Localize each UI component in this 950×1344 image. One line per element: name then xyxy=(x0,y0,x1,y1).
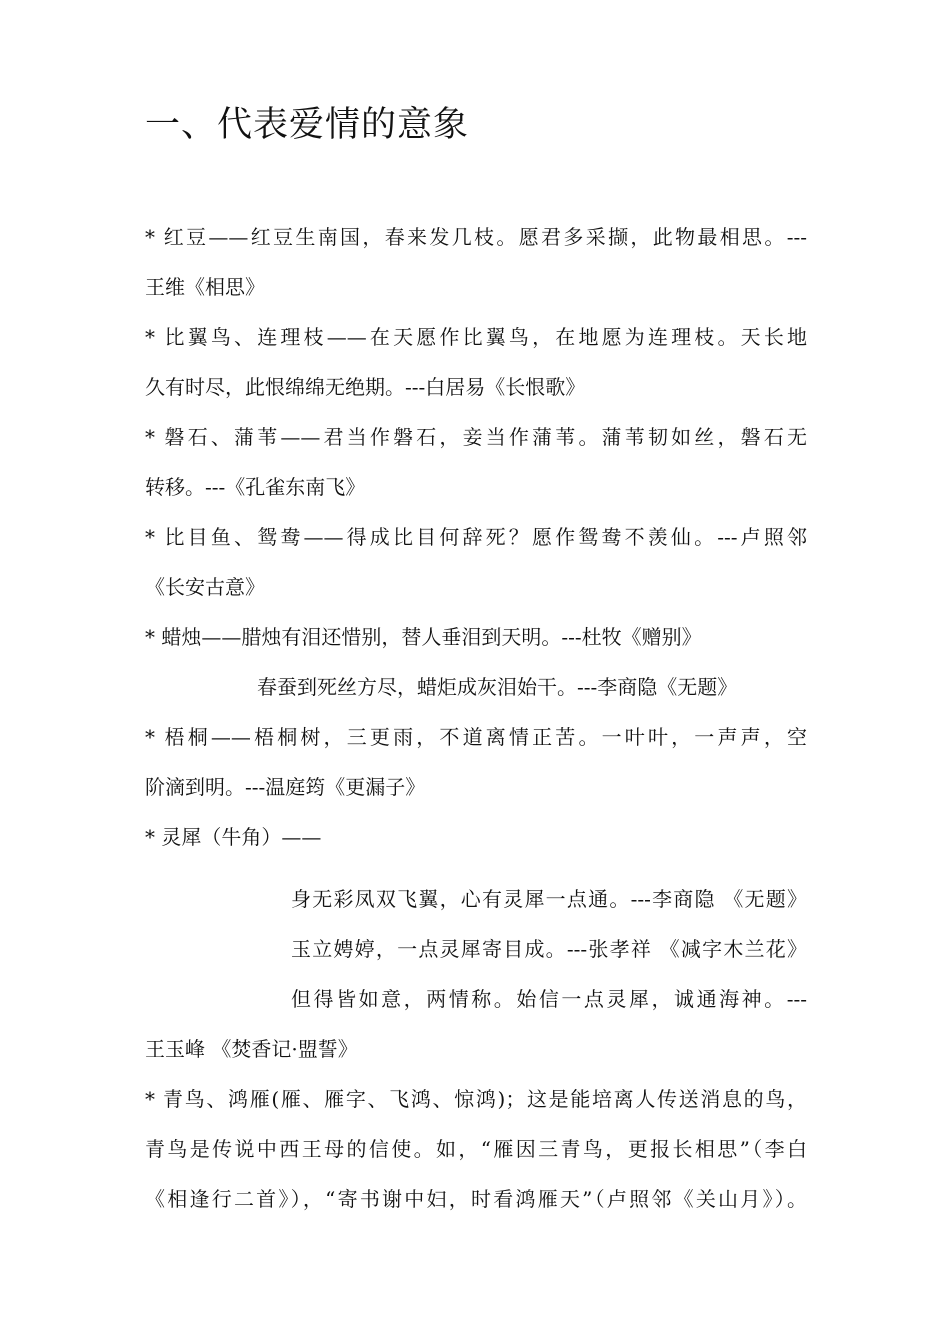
entry-bimuyu-line-2: 《长安古意》 xyxy=(145,575,265,599)
entry-hongdou-line-2: 王维《相思》 xyxy=(145,275,265,299)
entry-panshi-line-2: 转移。---《孔雀东南飞》 xyxy=(145,475,366,499)
entry-biyiniao-line-1: * 比翼鸟、连理枝——在天愿作比翼鸟，在地愿为连理枝。天长地 xyxy=(145,325,807,349)
document-body xyxy=(145,212,807,1224)
entry-panshi-line-1: * 磐石、蒲苇——君当作磐石，妾当作蒲苇。蒲苇韧如丝，磐石无 xyxy=(145,425,807,449)
entry-lazhu-line-2: 春蚕到死丝方尽，蜡炬成灰泪始干。---李商隐《无题》 xyxy=(257,675,738,699)
entry-bimuyu-line-1: * 比目鱼、鸳鸯——得成比目何辞死？愿作鸳鸯不羡仙。---卢照邻 xyxy=(145,525,807,549)
entry-hongdou-line-1: * 红豆——红豆生南国，春来发几枝。愿君多采撷，此物最相思。--- xyxy=(145,225,807,249)
entry-qingniao-line-2: 青鸟是传说中西王母的信使。如，“雁因三青鸟，更报长相思”（李白 xyxy=(145,1137,807,1161)
entry-lingxi-quote-2: 玉立娉婷，一点灵犀寄目成。---张孝祥 《减字木兰花》 xyxy=(291,937,807,961)
entry-lazhu-line-1: * 蜡烛——腊烛有泪还惜别，替人垂泪到天明。---杜牧《赠别》 xyxy=(145,625,702,649)
page-title: 一、代表爱情的意象 xyxy=(145,105,470,145)
entry-wutong-line-2: 阶滴到明。---温庭筠《更漏子》 xyxy=(145,775,426,799)
entry-lingxi-quote-3-source: 王玉峰 《焚香记·盟誓》 xyxy=(145,1037,358,1061)
entry-lingxi-quote-3: 但得皆如意，两情称。始信一点灵犀，诚通海神。--- xyxy=(291,987,807,1011)
entry-biyiniao-line-2: 久有时尽，此恨绵绵无绝期。---白居易《长恨歌》 xyxy=(145,375,586,399)
entry-qingniao-line-3: 《相逢行二首》），“寄书谢中妇，时看鸿雁天”（卢照邻《关山月》）。 xyxy=(145,1187,807,1211)
entry-qingniao-line-1: * 青鸟、鸿雁(雁、雁字、飞鸿、惊鸿)；这是能培离人传送消息的鸟， xyxy=(145,1087,807,1111)
entry-lingxi-heading: * 灵犀（牛角）—— xyxy=(145,825,322,849)
entry-wutong-line-1: * 梧桐——梧桐树，三更雨，不道离情正苦。一叶叶，一声声，空 xyxy=(145,725,807,749)
entry-lingxi-quote-1: 身无彩凤双飞翼，心有灵犀一点通。---李商隐 《无题》 xyxy=(291,887,807,911)
